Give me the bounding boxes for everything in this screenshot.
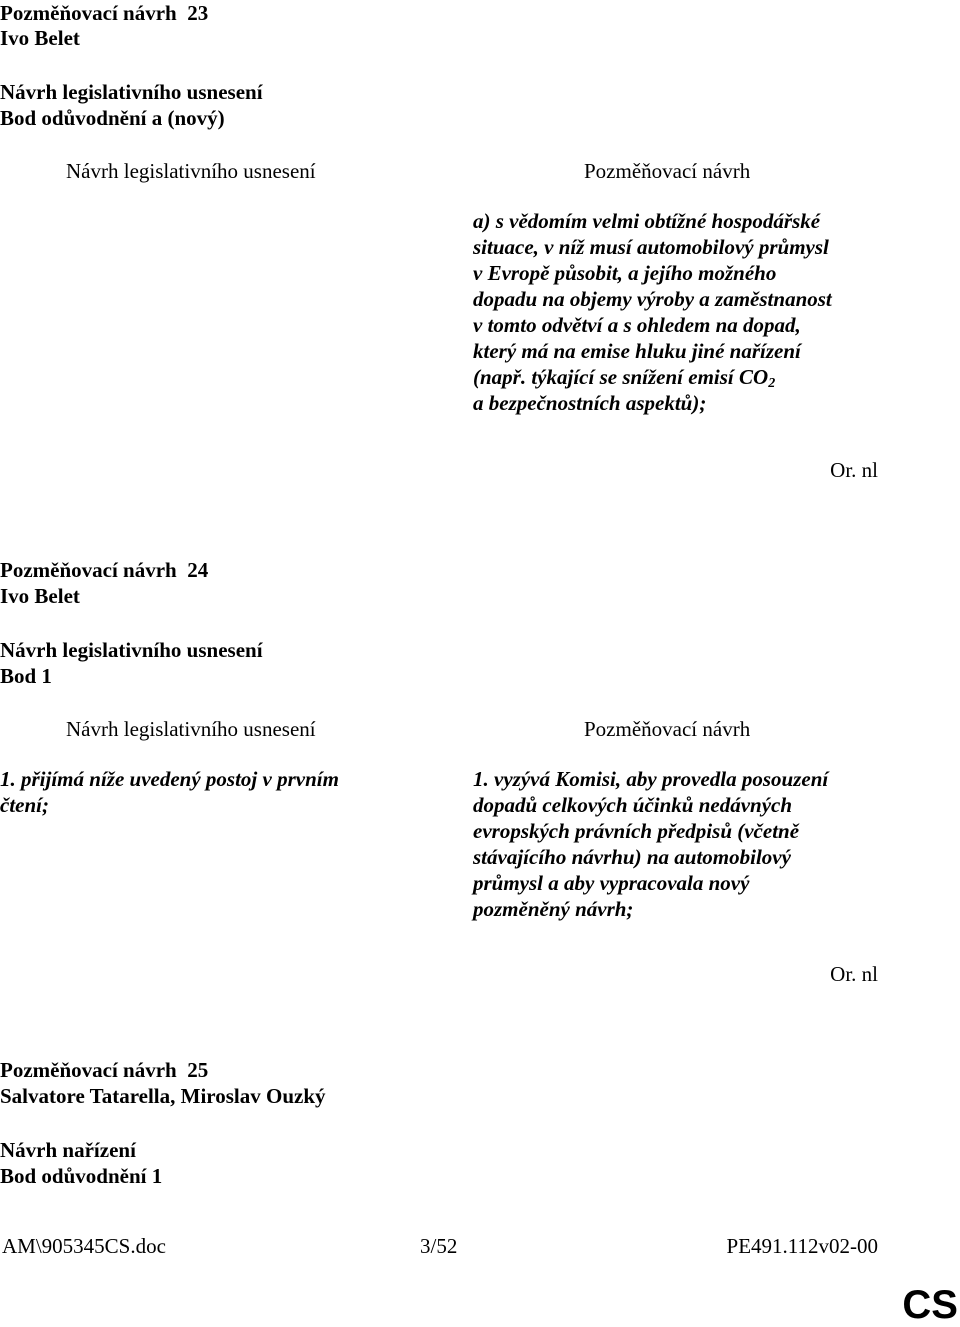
column-heading-left: Návrh legislativního usnesení	[66, 717, 316, 741]
text-line: evropských právních předpisů (včetně	[473, 819, 800, 843]
column-heading-right: Pozměňovací návrh	[584, 717, 751, 741]
text-line: dopadu na objemy výroby a zaměstnanost	[473, 287, 832, 311]
footer-reference: PE491.112v02-00	[726, 1234, 878, 1258]
text-line: čtení;	[0, 793, 49, 817]
column-heading-right: Pozměňovací návrh	[584, 159, 751, 183]
amendment-title: Pozměňovací návrh	[0, 1, 177, 25]
amendment-number: 24	[187, 558, 209, 582]
co2-subscript: 2	[768, 376, 776, 391]
text-line: v Evropě působit, a jejího možného	[473, 261, 777, 285]
amendment-24-doc-ref: Návrh legislativního usnesení	[0, 638, 263, 662]
text-line: 1. přijímá níže uvedený postoj v prvním	[0, 767, 339, 791]
text-line: stávajícího návrhu) na automobilový	[473, 845, 791, 869]
original-language: Or. nl	[830, 962, 878, 986]
amendment-number: 23	[187, 1, 209, 25]
amendment-25-heading	[0, 1057, 208, 1083]
column-heading-left: Návrh legislativního usnesení	[66, 159, 316, 183]
text-line: který má na emise hluku jiné nařízení	[473, 339, 801, 363]
amendment-24-author: Ivo Belet	[0, 584, 80, 608]
text-line: 1. vyzývá Komisi, aby provedla posouzení	[473, 767, 829, 791]
text-line: pozměněný návrh;	[473, 897, 634, 921]
amendment-25-author: Salvatore Tatarella, Miroslav Ouzký	[0, 1084, 326, 1108]
text-line: situace, v níž musí automobilový průmysl	[473, 235, 829, 259]
amendment-25-point: Bod odůvodnění 1	[0, 1164, 163, 1188]
amendment-24-text	[473, 766, 893, 922]
footer-page-number: 3/52	[420, 1234, 458, 1258]
amendment-24-point: Bod 1	[0, 664, 52, 688]
amendment-23-doc-ref: Návrh legislativního usnesení	[0, 80, 263, 104]
original-language: Or. nl	[830, 458, 878, 482]
text-line: v tomto odvětví a s ohledem na dopad,	[473, 313, 801, 337]
text-line: a) s vědomím velmi obtížné hospodářské	[473, 209, 821, 233]
language-mark: CS	[902, 1283, 958, 1327]
text-line: dopadů celkových účinků nedávných	[473, 793, 793, 817]
amendment-title: Pozměňovací návrh	[0, 558, 177, 582]
text-fragment: (např. týkající se snížení emisí CO	[473, 365, 769, 389]
amendment-title: Pozměňovací návrh	[0, 1058, 177, 1082]
amendment-23-author: Ivo Belet	[0, 26, 80, 50]
amendment-24-original-text	[0, 766, 420, 818]
footer-doc-file: AM\905345CS.doc	[2, 1234, 166, 1258]
text-line-co2	[473, 364, 893, 390]
amendment-25-doc-ref: Návrh nařízení	[0, 1138, 136, 1162]
amendment-number: 25	[187, 1058, 209, 1082]
amendment-23-point: Bod odůvodnění a (nový)	[0, 106, 225, 130]
amendment-24-heading	[0, 557, 208, 583]
amendment-23-text	[473, 208, 893, 416]
text-line: a bezpečnostních aspektů);	[473, 391, 707, 415]
amendment-23-heading	[0, 0, 208, 26]
text-line: průmysl a aby vypracovala nový	[473, 871, 750, 895]
